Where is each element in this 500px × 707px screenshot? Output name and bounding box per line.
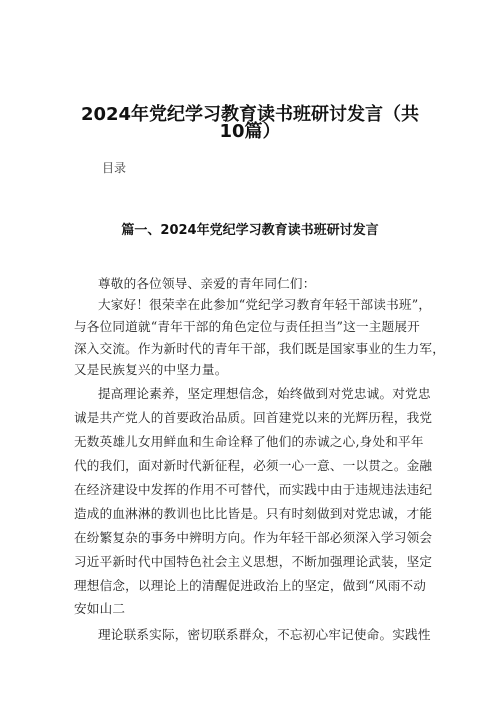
body-line: 安如山二 — [74, 601, 126, 616]
body-line: 又是民族复兴的中坚力量。 — [74, 362, 228, 377]
body-line: 在经济建设中发挥的作用不可替代，而实践中由于违规违法违纪 — [74, 482, 433, 497]
body-line: 诚是共产党人的首要政治品质。回首建党以来的光辉历程，我党 — [74, 410, 433, 425]
body-line: 造成的血淋淋的教训也比比皆是。只有时刻做到对党忠诚，才能 — [74, 506, 433, 521]
body-line: 理想信念，以理论上的清醒促进政治上的坚定，做到“风雨不动 — [74, 578, 427, 593]
body-line: 无数英雄儿女用鲜血和生命诠释了他们的赤诚之心,身处和平年 — [74, 434, 424, 449]
section-heading: 篇一、2024年党纪学习教育读书班研讨发言 — [121, 223, 379, 238]
body-line: 习近平新时代中国特色社会主义思想，不断加强理论武装，坚定 — [74, 554, 433, 569]
body-line: 尊敬的各位领导、亲爱的青年同仁们： — [98, 276, 316, 291]
document-title-line-2: 10篇） — [219, 121, 281, 142]
body-line: 理论联系实际，密切联系群众，不忘初心牢记使命。实践性 — [98, 627, 431, 642]
body-line: 深入交流。作为新时代的青年干部，我们既是国家事业的生力军， — [74, 341, 446, 356]
document-title-line-1: 2024年党纪学习教育读书班研讨发言（共 — [80, 104, 420, 125]
body-line: 提高理论素养，坚定理想信念，始终做到对党忠诚。对党忠 — [98, 386, 431, 401]
body-line: 在纷繁复杂的事务中辨明方向。作为年轻干部必须深入学习领会 — [74, 530, 433, 545]
body-line: 大家好！很荣幸在此参加“党纪学习教育年轻干部读书班”， — [98, 297, 432, 312]
body-line: 代的我们，面对新时代新征程，必须一心一意、一以贯之。金融 — [74, 458, 433, 473]
body-line: 与各位同道就“青年干部的角色定位与责任担当”这一主题展开 — [74, 319, 420, 334]
toc-label: 目录 — [102, 161, 127, 175]
